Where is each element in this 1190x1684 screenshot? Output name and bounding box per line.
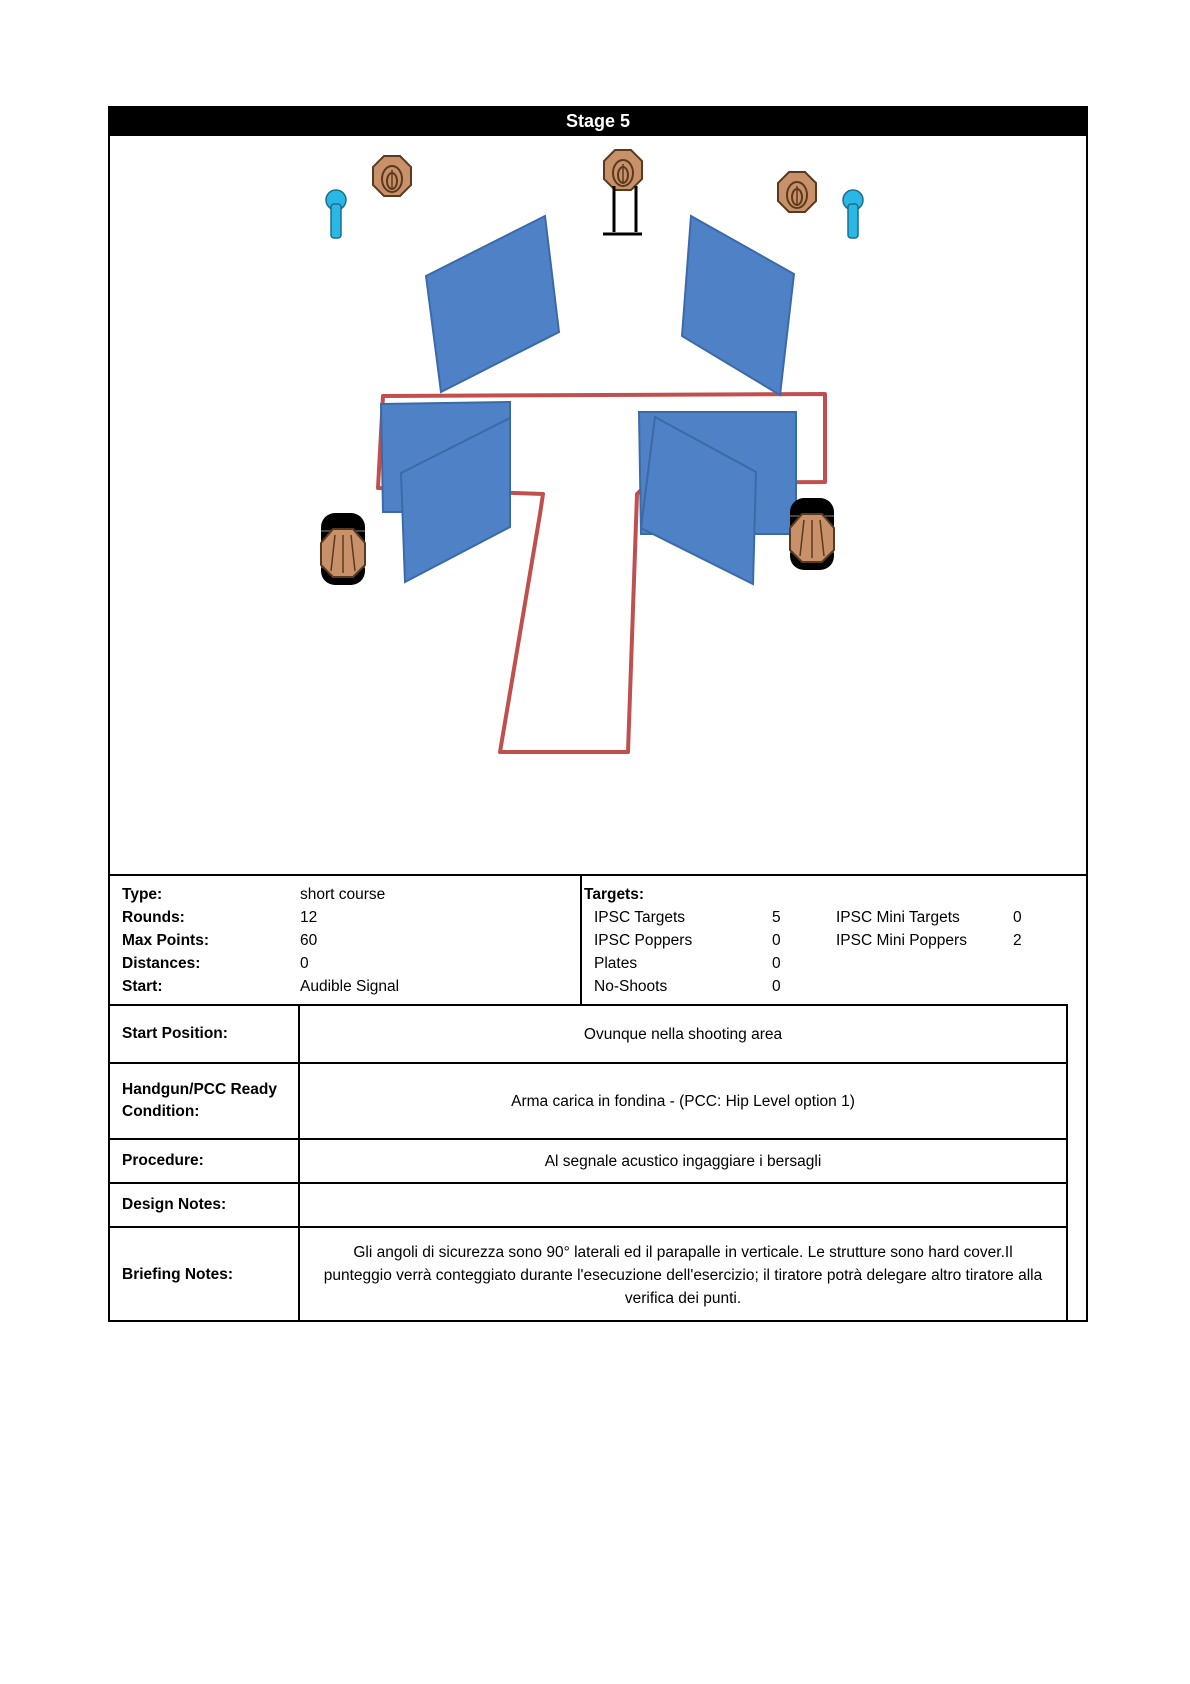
no-shoots-value: 0 xyxy=(772,978,781,995)
stage-diagram-svg xyxy=(110,136,1086,878)
start-label: Start: xyxy=(122,978,163,995)
stage-title: Stage 5 xyxy=(110,108,1086,134)
ipsc-targets-value: 5 xyxy=(772,909,781,926)
ipsc-mini-poppers-value: 2 xyxy=(1013,932,1022,949)
briefing-notes-row xyxy=(110,1226,1068,1322)
start-position-value: Ovunque nella shooting area xyxy=(300,1006,1068,1062)
ipsc-poppers-value: 0 xyxy=(772,932,781,949)
procedure-row xyxy=(110,1138,1068,1182)
start-position-label: Start Position: xyxy=(110,1006,300,1062)
type-label: Type: xyxy=(122,886,163,903)
ipsc-mini-popper-icon xyxy=(326,190,346,238)
ready-condition-row xyxy=(110,1062,1068,1138)
design-notes-label: Design Notes: xyxy=(110,1184,300,1226)
distances-label: Distances: xyxy=(122,955,201,972)
ipsc-target-icon xyxy=(778,172,816,212)
distances-value: 0 xyxy=(300,955,309,972)
barrel-icon xyxy=(790,498,834,570)
ready-condition-label-line2: Condition: xyxy=(122,1103,200,1120)
rounds-value: 12 xyxy=(300,909,318,926)
procedure-label: Procedure: xyxy=(110,1140,300,1182)
ipsc-mini-targets-value: 0 xyxy=(1013,909,1022,926)
ipsc-mini-popper-icon xyxy=(843,190,863,238)
ipsc-targets-label: IPSC Targets xyxy=(594,909,686,926)
start-value: Audible Signal xyxy=(300,978,400,995)
briefing-notes-value: Gli angoli di sicurezza sono 90° laterali ed il parapalle in verticale. Le strutture sono hard cover.Il punteggio verrà conteggiato durante l'esecuzione dell'esercizio; il tiratore potrà delegare altro tiratore alla verifica dei punti. xyxy=(300,1228,1068,1322)
ipsc-target-icon xyxy=(373,156,411,196)
type-value: short course xyxy=(300,886,386,903)
stage-diagram xyxy=(110,134,1086,876)
no-shoots-label: No-Shoots xyxy=(594,978,668,995)
info-divider xyxy=(580,876,582,1004)
design-notes-row xyxy=(110,1182,1068,1226)
ipsc-mini-targets-label: IPSC Mini Targets xyxy=(836,909,960,926)
barrel-icon xyxy=(321,513,365,585)
plates-label: Plates xyxy=(594,955,638,972)
max-points-label: Max Points: xyxy=(122,932,209,949)
ipsc-target-icon xyxy=(604,150,642,190)
briefing-notes-label: Briefing Notes: xyxy=(110,1228,300,1322)
stage-sheet xyxy=(108,106,1088,1322)
design-notes-value xyxy=(300,1184,1068,1226)
start-position-row xyxy=(110,1004,1068,1062)
rounds-label: Rounds: xyxy=(122,909,185,926)
ipsc-mini-poppers-label: IPSC Mini Poppers xyxy=(836,932,967,949)
ready-condition-label xyxy=(110,1064,300,1138)
targets-heading: Targets: xyxy=(584,886,645,903)
stage-info xyxy=(110,876,1086,1004)
ready-condition-label-line1: Handgun/PCC Ready xyxy=(122,1081,278,1098)
plates-value: 0 xyxy=(772,955,781,972)
wall-icon xyxy=(381,216,796,584)
max-points-value: 60 xyxy=(300,932,318,949)
target-stand-icon xyxy=(603,186,642,234)
ipsc-poppers-label: IPSC Poppers xyxy=(594,932,693,949)
procedure-value: Al segnale acustico ingaggiare i bersagli xyxy=(300,1140,1068,1182)
ready-condition-value: Arma carica in fondina - (PCC: Hip Level option 1) xyxy=(300,1064,1068,1138)
